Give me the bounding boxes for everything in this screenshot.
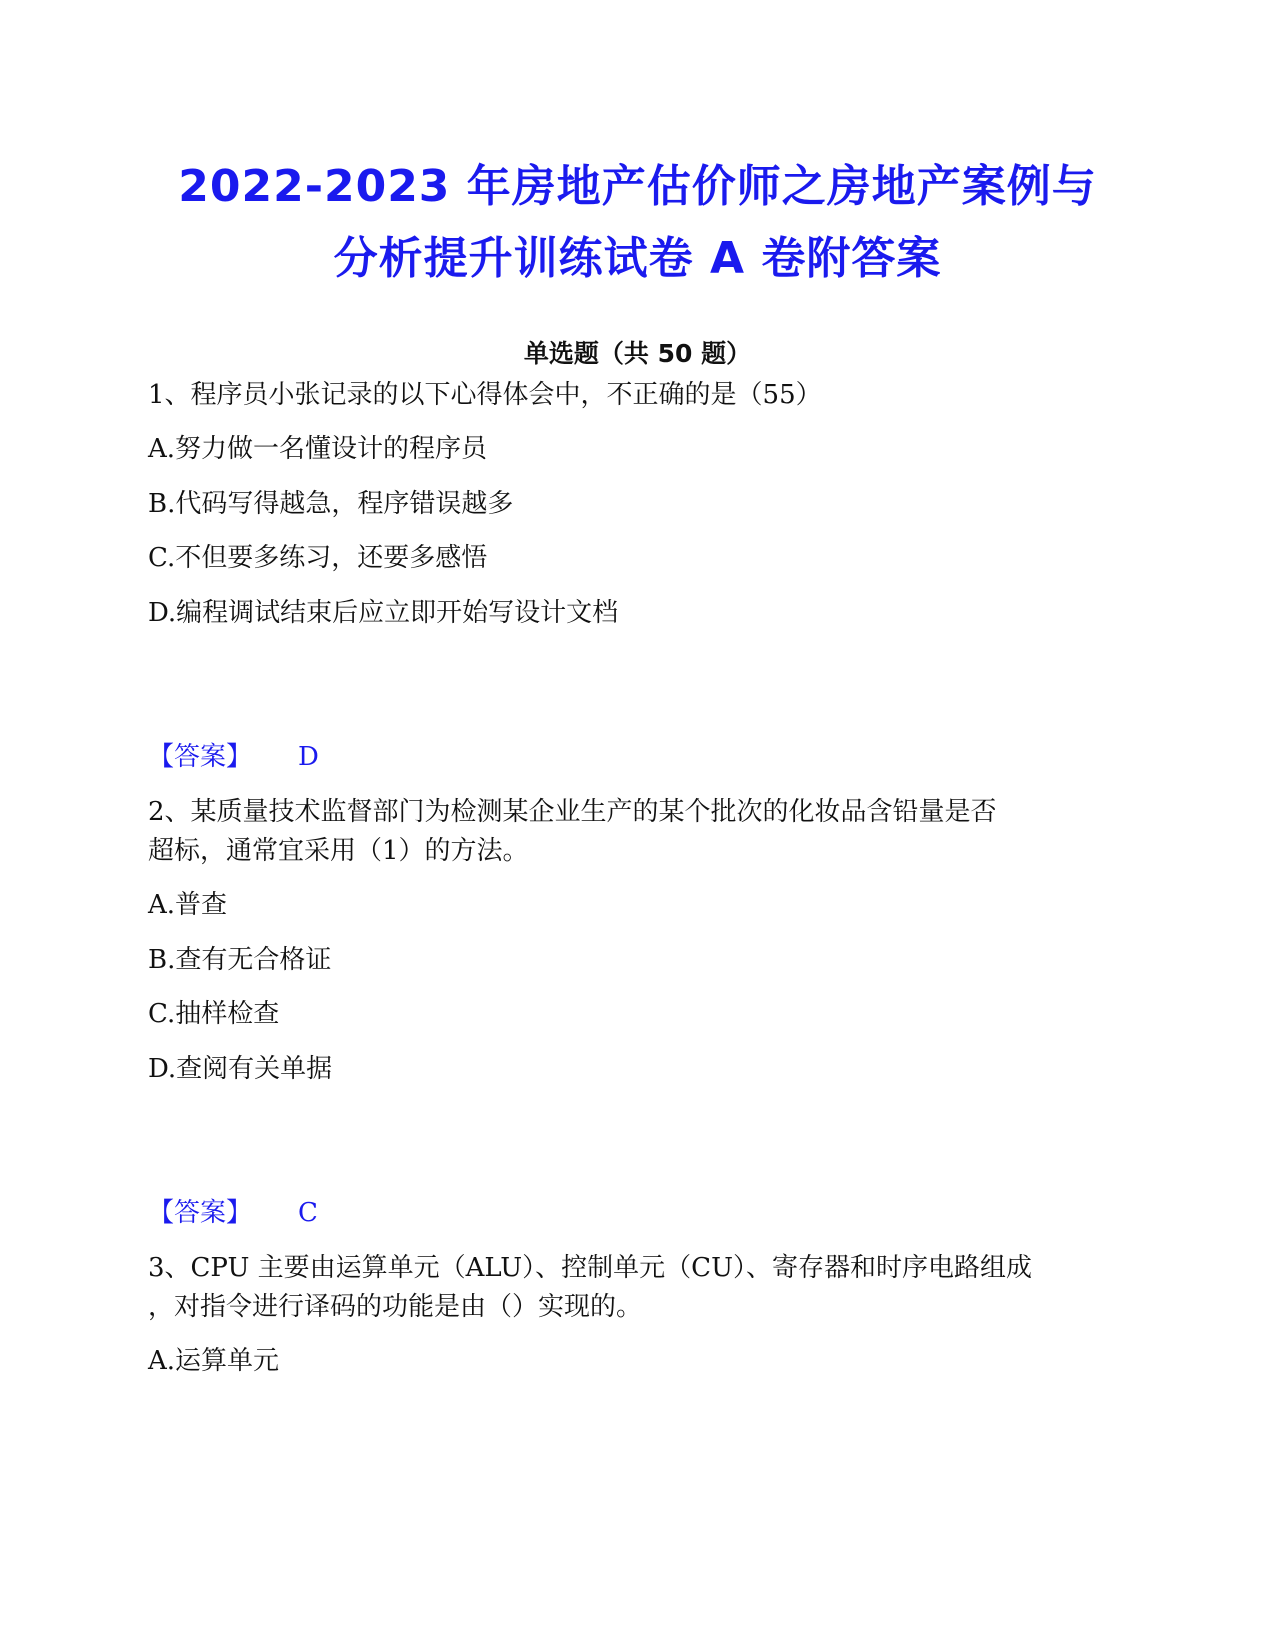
answer-label: 【答案】 — [148, 1198, 253, 1228]
question-2-option-d: D.查阅有关单据 — [148, 1054, 333, 1084]
question-1-option-a: A.努力做一名懂设计的程序员 — [148, 434, 488, 464]
question-2-stem-line-2: 超标，通常宜采用（1）的方法。 — [148, 836, 529, 866]
question-1-option-c: C.不但要多练习，还要多感悟 — [148, 543, 488, 573]
question-1-stem: 1、程序员小张记录的以下心得体会中，不正确的是（55） — [148, 380, 822, 410]
question-2-option-a: A.普查 — [148, 890, 228, 920]
document-title-line-2: 分析提升训练试卷 A 卷附答案 — [333, 233, 942, 284]
document-title-line-1: 2022-2023 年房地产估价师之房地产案例与 — [178, 161, 1097, 212]
question-1-option-d: D.编程调试结束后应立即开始写设计文档 — [148, 598, 619, 628]
question-2-answer — [148, 1198, 318, 1228]
question-3-stem-line-2: ，对指令进行译码的功能是由（）实现的。 — [148, 1292, 643, 1322]
question-2-option-c: C.抽样检查 — [148, 999, 280, 1029]
question-3-stem-line-1: 3、CPU 主要由运算单元（ALU）、控制单元（CU）、寄存器和时序电路组成 — [148, 1253, 1032, 1283]
question-2-stem-line-1: 2、某质量技术监督部门为检测某企业生产的某个批次的化妆品含铅量是否 — [148, 797, 997, 827]
section-heading: 单选题（共 50 题） — [523, 339, 752, 368]
answer-value: D — [298, 742, 319, 772]
answer-label: 【答案】 — [148, 742, 253, 772]
answer-value: C — [298, 1198, 318, 1228]
question-1-option-b: B.代码写得越急，程序错误越多 — [148, 489, 514, 519]
question-3-option-a: A.运算单元 — [148, 1346, 280, 1376]
question-1-answer — [148, 742, 319, 772]
question-2-option-b: B.查有无合格证 — [148, 945, 332, 975]
